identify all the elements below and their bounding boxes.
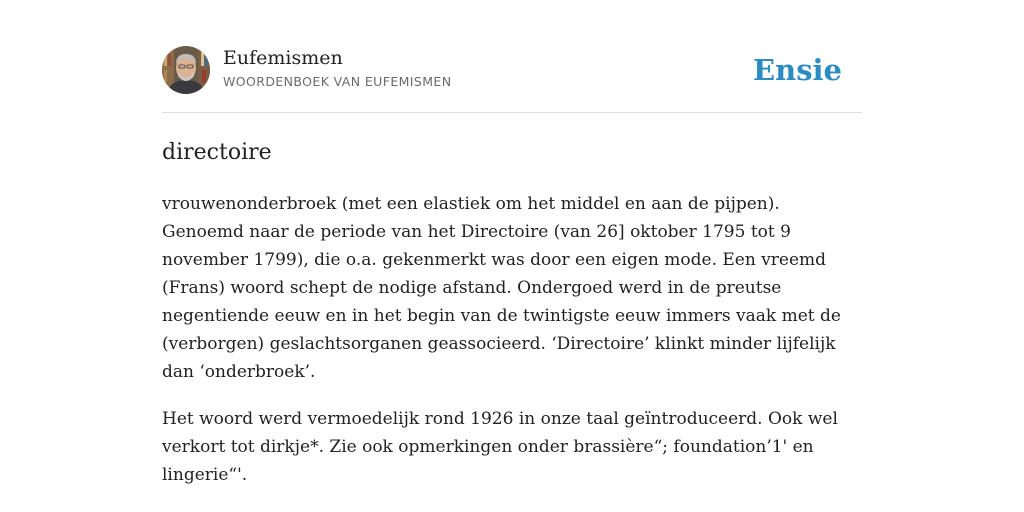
definition-line: vrouwenonderbroek (met een elastiek om het middel en aan de pijpen).	[162, 194, 780, 214]
source-subtitle: WOORDENBOEK VAN EUFEMISMEN	[223, 74, 452, 89]
definition-line: (Frans) woord schept de nodige afstand. Ondergoed werd in de preutse	[162, 278, 782, 298]
definition-line: (verborgen) geslachtsorganen geassocieerd. ‘Directoire’ klinkt minder lijfelijk	[162, 334, 836, 354]
definition-paragraph	[162, 190, 862, 386]
source-title[interactable]: Eufemismen	[223, 47, 343, 69]
definition-line: Genoemd naar de periode van het Directoire (van 26] oktober 1795 tot 9	[162, 222, 791, 242]
header-divider	[162, 112, 862, 113]
entry-definition	[162, 190, 862, 508]
entry-term: directoire	[162, 140, 272, 165]
definition-line: november 1799), die o.a. gekenmerkt was door een eigen mode. Een vreemd	[162, 250, 827, 270]
entry-page	[162, 0, 862, 512]
author-avatar[interactable]	[162, 46, 210, 94]
definition-line: Het woord werd vermoedelijk rond 1926 in onze taal geïntroduceerd. Ook wel	[162, 409, 838, 429]
definition-line: dan ‘onderbroek’.	[162, 362, 316, 382]
definition-line: verkort tot dirkje*. Zie ook opmerkingen onder brassière“; foundation’1' en	[162, 437, 814, 457]
definition-line: negentiende eeuw en in het begin van de twintigste eeuw immers vaak met de	[162, 306, 841, 326]
ensie-logo[interactable]: Ensie	[753, 53, 842, 87]
definition-paragraph	[162, 405, 862, 489]
author-portrait-icon	[162, 46, 210, 94]
definition-line: lingerie“'.	[162, 465, 248, 485]
entry-header	[162, 46, 862, 96]
